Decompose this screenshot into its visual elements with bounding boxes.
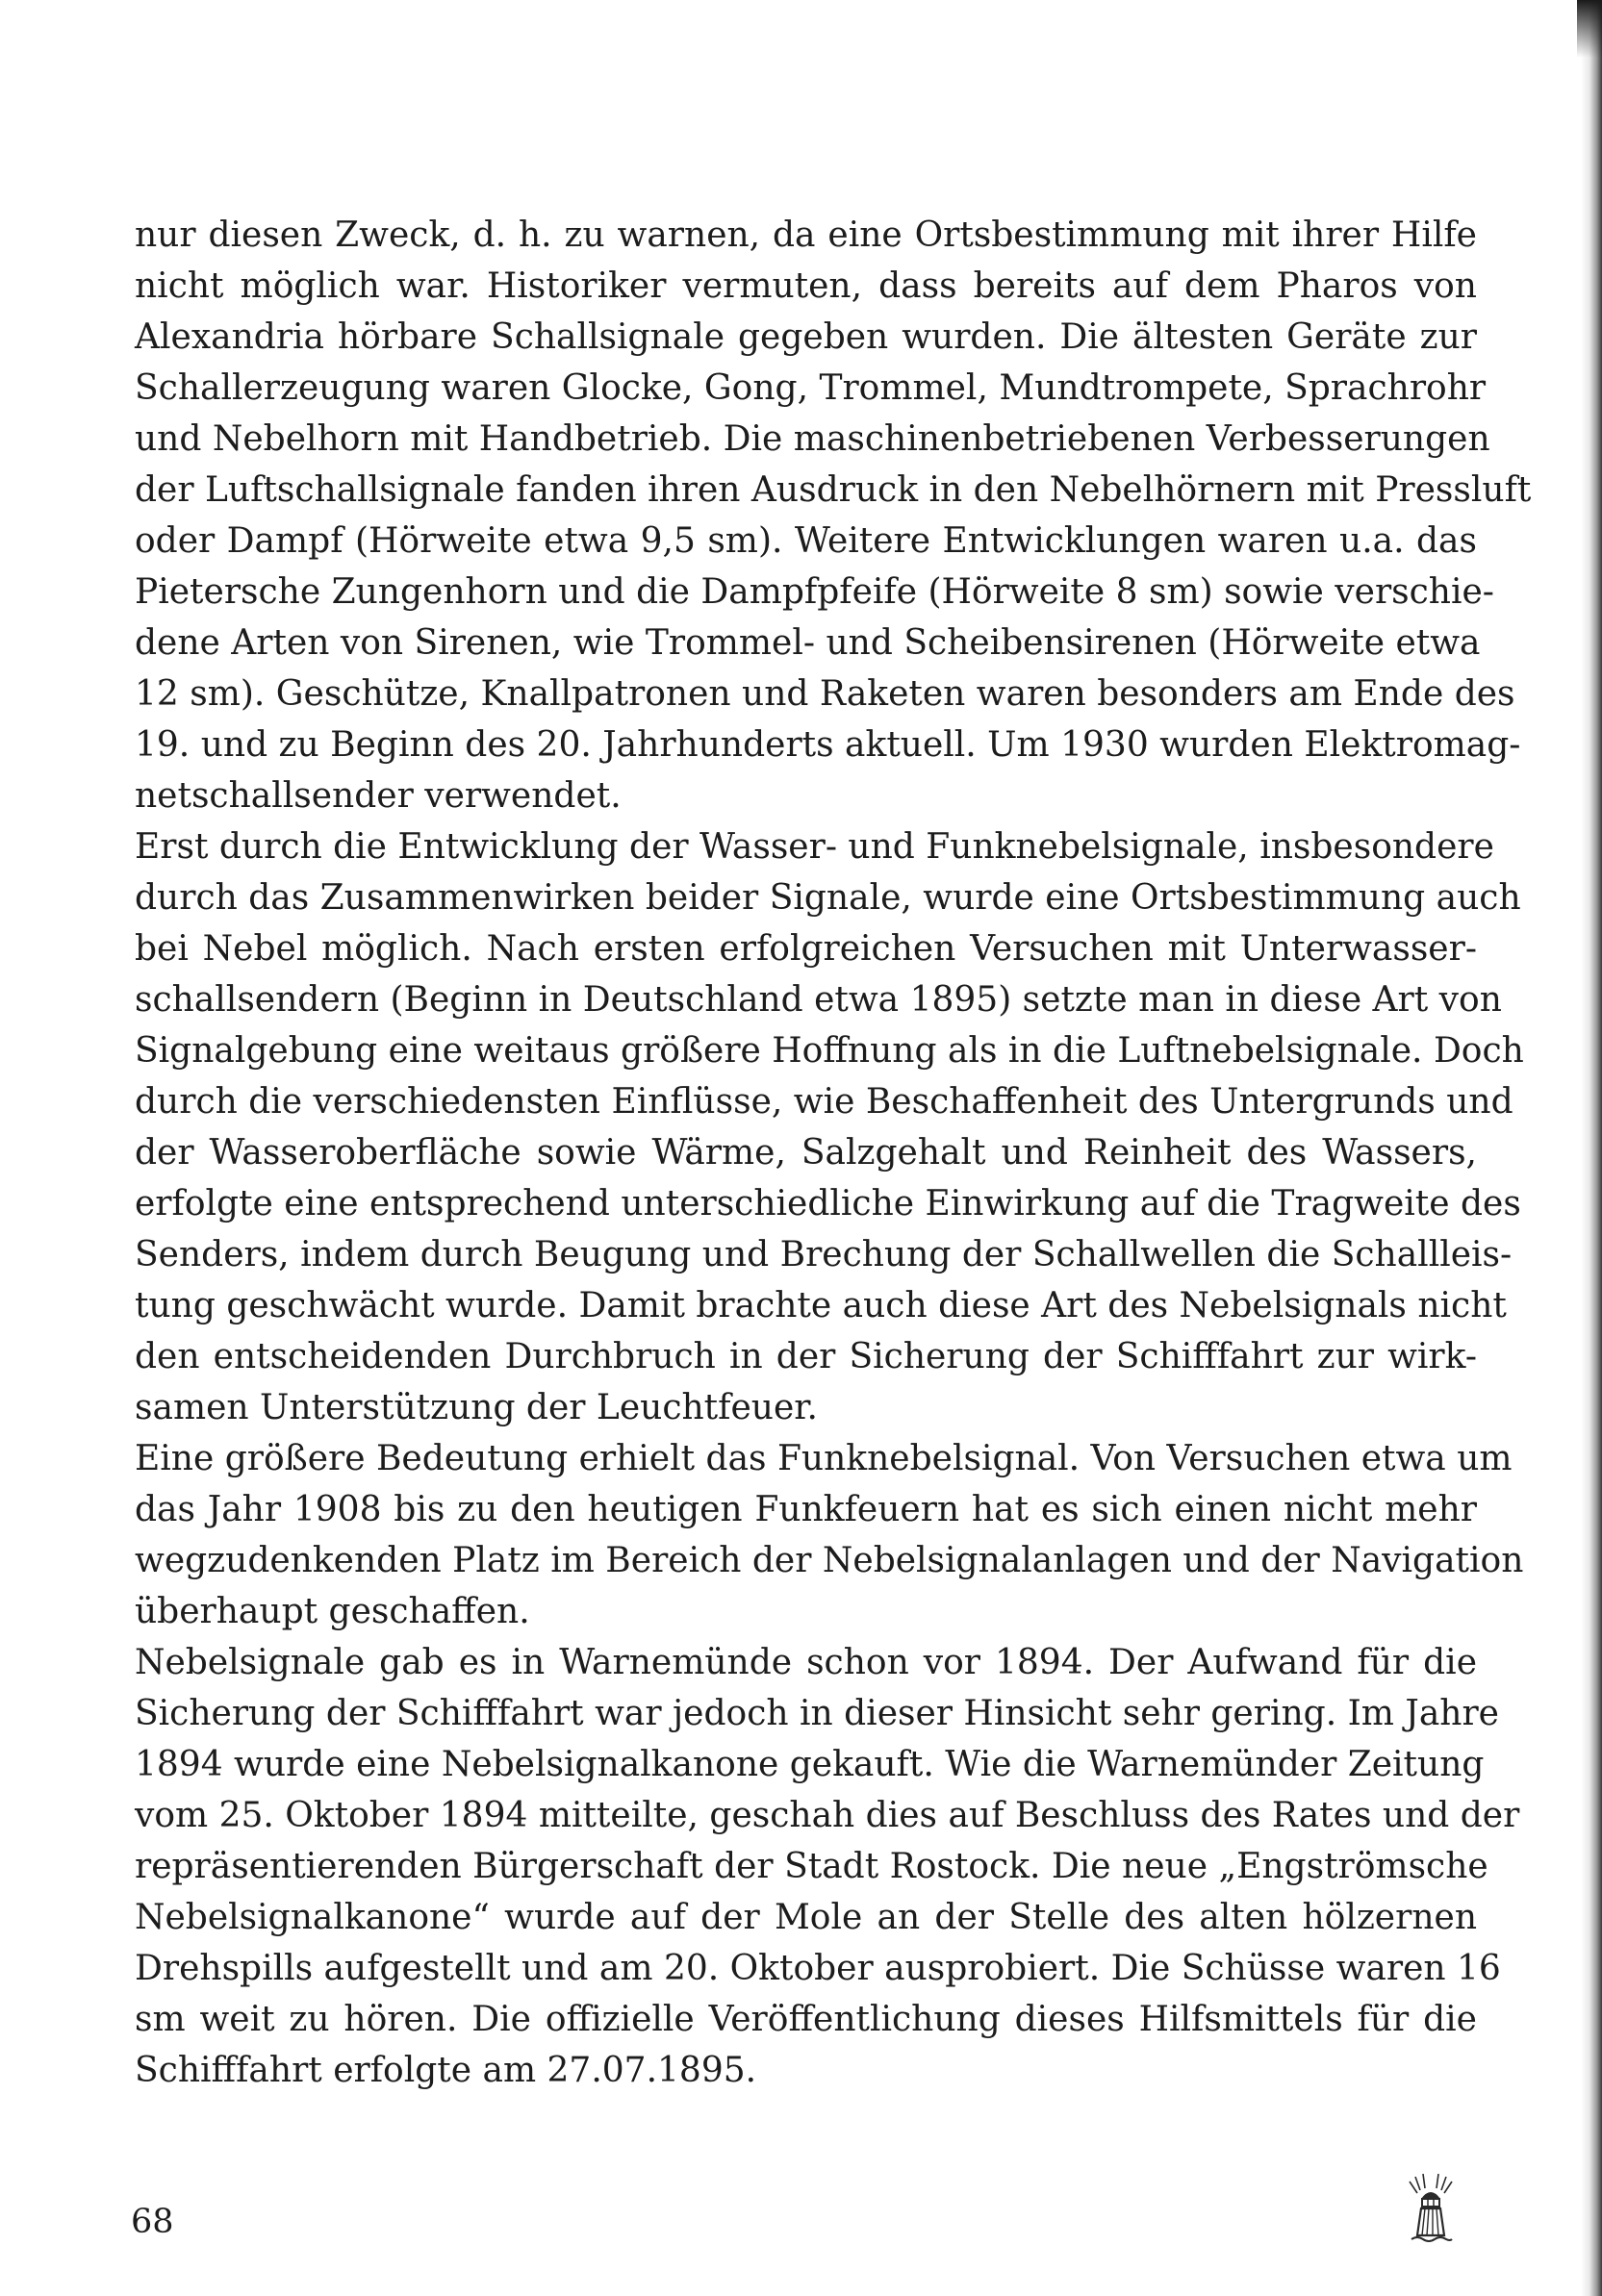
text-line: Schallerzeugung waren Glocke, Gong, Trommel, Mundtrompete, Sprachrohr — [135, 368, 1487, 408]
text-line: samen Unterstützung der Leuchtfeuer. — [135, 1388, 818, 1427]
text-line: Senders, indem durch Beugung und Brechung der Schallwellen die Schallleis- — [135, 1235, 1513, 1274]
paragraph — [135, 1433, 1524, 1637]
text-line: schallsendern (Beginn in Deutschland etwa 1895) setzte man in diese Art von — [135, 980, 1502, 1020]
text-line: 19. und zu Beginn des 20. Jahrhunderts aktuell. Um 1930 wurden Elektromag- — [135, 725, 1521, 765]
text-line: vom 25. Oktober 1894 mitteilte, geschah dies auf Beschluss des Rates und der — [135, 1796, 1520, 1835]
text-line: das Jahr 1908 bis zu den heutigen Funkfeuern hat es sich einen nicht mehr — [135, 1490, 1477, 1529]
text-line: oder Dampf (Hörweite etwa 9,5 sm). Weitere Entwicklungen waren u.a. das — [135, 521, 1477, 561]
text-line: und Nebelhorn mit Handbetrieb. Die maschinenbetriebenen Verbesserungen — [135, 419, 1490, 459]
paragraph — [135, 210, 1532, 821]
text-line: Pietersche Zungenhorn und die Dampfpfeife (Hörweite 8 sm) sowie verschie- — [135, 572, 1494, 612]
text-line: netschallsender verwendet. — [135, 776, 622, 816]
text-line: überhaupt geschaffen. — [135, 1592, 530, 1631]
text-line: Nebelsignale gab es in Warnemünde schon vor 1894. Der Aufwand für die — [135, 1643, 1477, 1682]
text-line: durch die verschiedensten Einflüsse, wie Beschaffenheit des Untergrunds und — [135, 1082, 1513, 1122]
text-line: Signalgebung eine weitaus größere Hoffnung als in die Luftnebelsignale. Doch — [135, 1031, 1524, 1071]
page-number: 68 — [131, 2203, 174, 2241]
text-line: Schifffahrt erfolgte am 27.07.1895. — [135, 2051, 757, 2090]
body-text — [135, 210, 1532, 2096]
text-line: 12 sm). Geschütze, Knallpatronen und Raketen waren besonders am Ende des — [135, 674, 1515, 714]
text-line: 1894 wurde eine Nebelsignalkanone gekauft. Wie die Warnemünder Zeitung — [135, 1745, 1485, 1784]
text-line: dene Arten von Sirenen, wie Trommel- und Scheibensirenen (Hörweite etwa — [135, 623, 1481, 663]
text-line: wegzudenkenden Platz im Bereich der Nebelsignalanlagen und der Navigation — [135, 1541, 1524, 1580]
text-line: den entscheidenden Durchbruch in der Sicherung der Schifffahrt zur wirk- — [135, 1337, 1477, 1376]
text-line: Alexandria hörbare Schallsignale gegeben wurden. Die ältesten Geräte zur — [135, 317, 1477, 357]
text-line: Sicherung der Schifffahrt war jedoch in dieser Hinsicht sehr gering. Im Jahre — [135, 1694, 1499, 1733]
text-line: Erst durch die Entwicklung der Wasser- und Funknebelsignale, insbesondere — [135, 827, 1494, 867]
text-line: nur diesen Zweck, d. h. zu warnen, da eine Ortsbestimmung mit ihrer Hilfe — [135, 215, 1477, 255]
text-line: nicht möglich war. Historiker vermuten, dass bereits auf dem Pharos von — [135, 266, 1477, 306]
lighthouse-emblem-icon — [1400, 2172, 1462, 2245]
paragraph — [135, 821, 1524, 1433]
page-edge-shadow — [1581, 0, 1602, 2296]
text-line: Drehspills aufgestellt und am 20. Oktober ausprobiert. Die Schüsse waren 16 — [135, 1949, 1501, 1988]
text-line: der Wasseroberfläche sowie Wärme, Salzgehalt und Reinheit des Wassers, — [135, 1133, 1477, 1173]
paragraph — [135, 1637, 1520, 2096]
page-corner-shadow — [1577, 0, 1602, 58]
text-line: Eine größere Bedeutung erhielt das Funknebelsignal. Von Versuchen etwa um — [135, 1439, 1513, 1478]
text-line: erfolgte eine entsprechend unterschiedliche Einwirkung auf die Tragweite des — [135, 1184, 1521, 1224]
text-line: Nebelsignalkanone“ wurde auf der Mole an der Stelle des alten hölzernen — [135, 1898, 1477, 1937]
text-line: tung geschwächt wurde. Damit brachte auch diese Art des Nebelsignals nicht — [135, 1286, 1507, 1325]
text-line: der Luftschallsignale fanden ihren Ausdruck in den Nebelhörnern mit Pressluft — [135, 470, 1532, 510]
text-line: durch das Zusammenwirken beider Signale, wurde eine Ortsbestimmung auch — [135, 878, 1521, 918]
text-line: bei Nebel möglich. Nach ersten erfolgreichen Versuchen mit Unterwasser- — [135, 929, 1477, 969]
text-line: repräsentierenden Bürgerschaft der Stadt Rostock. Die neue „Engströmsche — [135, 1847, 1488, 1886]
text-line: sm weit zu hören. Die offizielle Veröffentlichung dieses Hilfsmittels für die — [135, 2000, 1477, 2039]
